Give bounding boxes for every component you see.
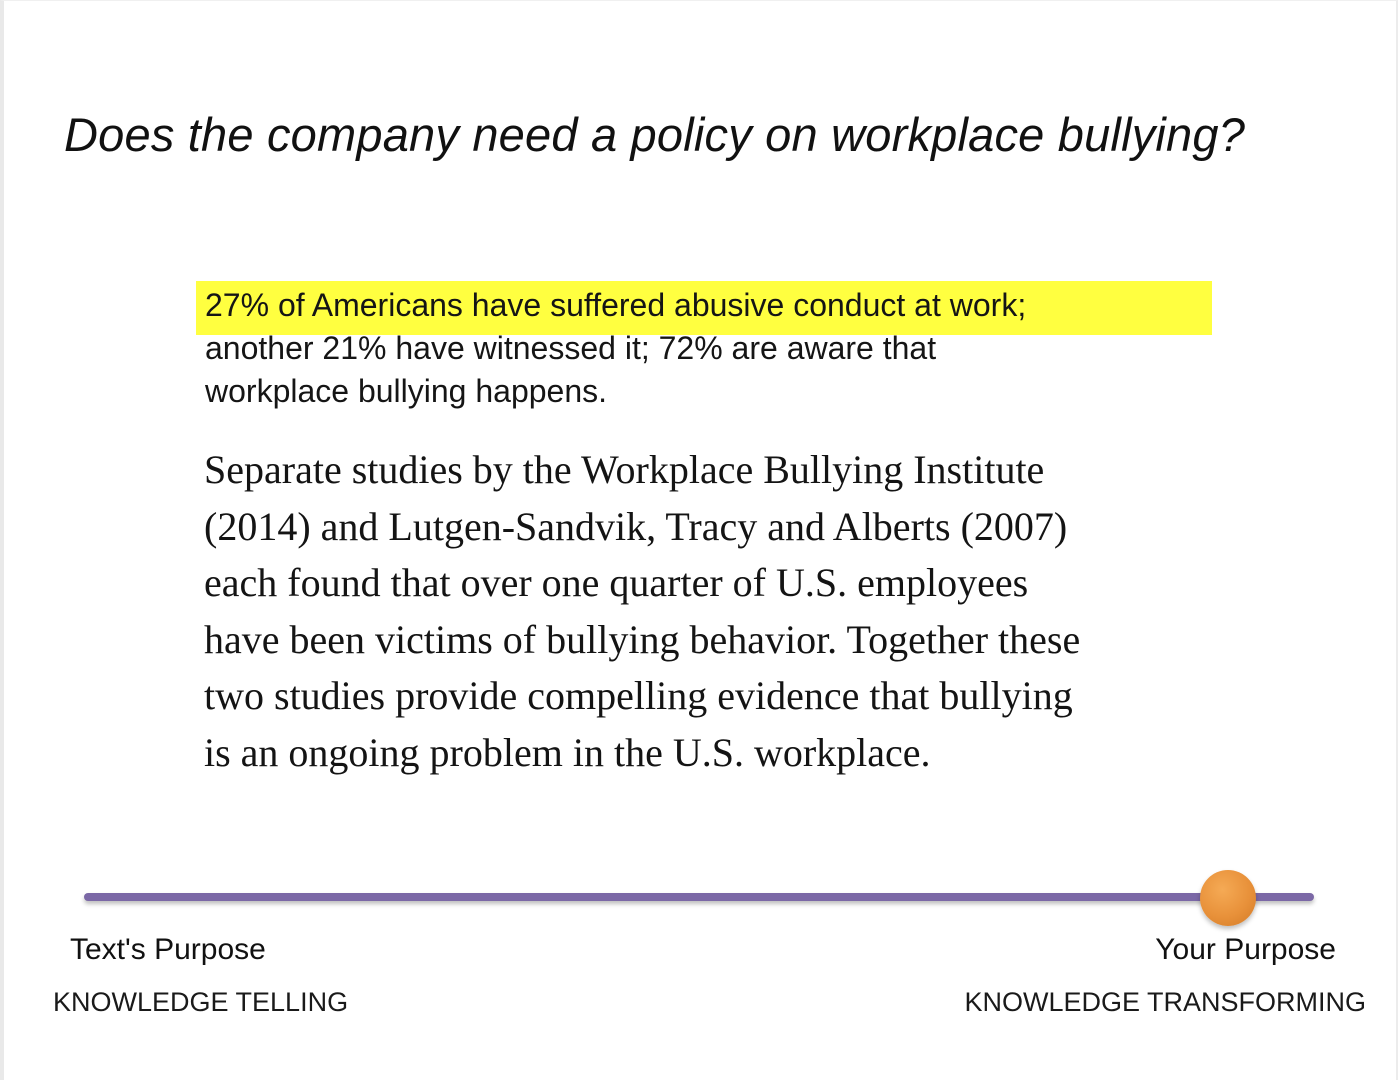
texts-purpose-label: Text's Purpose: [70, 933, 266, 966]
your-purpose-label: Your Purpose: [1155, 933, 1336, 966]
study-line: two studies provide compelling evidence that bullying: [204, 673, 1073, 718]
study-line: is an ongoing problem in the U.S. workplace.: [204, 729, 931, 775]
slide-title: Does the company need a policy on workplace bullying?: [64, 108, 1246, 161]
statistic-line: another 21% have witnessed it; 72% are aware that: [205, 330, 937, 366]
statistic-text: [205, 284, 1026, 413]
statistic-line: workplace bullying happens.: [205, 373, 608, 409]
study-line: each found that over one quarter of U.S. employees: [204, 560, 1029, 605]
study-paragraph: [204, 442, 1080, 781]
knowledge-telling-label: KNOWLEDGE TELLING: [53, 987, 349, 1017]
statistic-line: 27% of Americans have suffered abusive conduct at work;: [205, 287, 1027, 323]
knowledge-transforming-label: KNOWLEDGE TRANSFORMING: [964, 987, 1366, 1017]
purpose-slider-track[interactable]: [84, 893, 1314, 901]
purpose-slider-thumb[interactable]: [1200, 870, 1256, 926]
study-line: Separate studies by the Workplace Bullying Institute: [204, 447, 1045, 492]
study-line: have been victims of bullying behavior. Together these: [204, 616, 1081, 662]
study-line: (2014) and Lutgen-Sandvik, Tracy and Alberts (2007): [204, 503, 1068, 549]
